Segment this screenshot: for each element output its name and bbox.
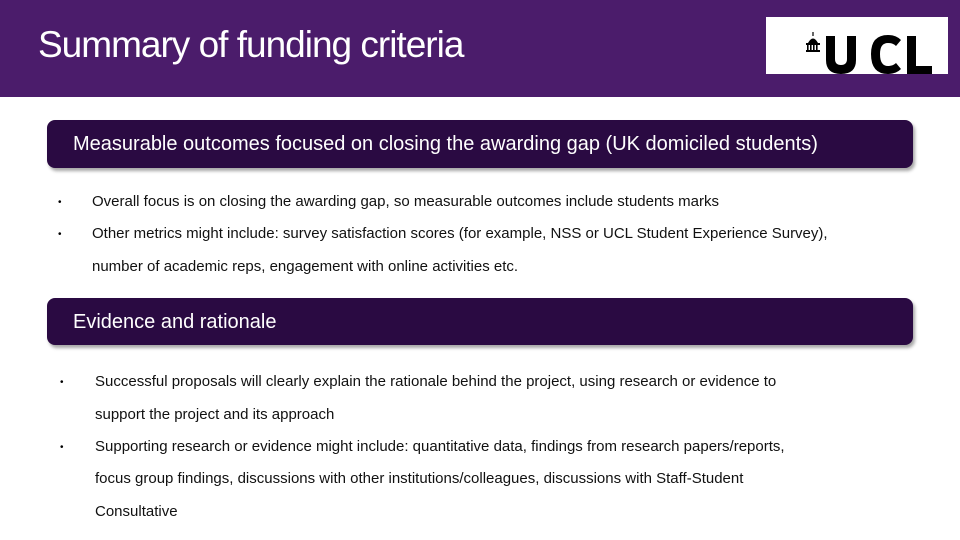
bullet-text-line: Other metrics might include: survey satisfaction scores (for example, NSS or UCL Student Experience Survey), [92,225,828,242]
header-banner [0,0,960,97]
bullet-text-line: Supporting research or evidence might include: quantitative data, findings from research papers/reports, [95,438,785,455]
bullet-text-line: focus group findings, discussions with other institutions/colleagues, discussions with Staff-Student [95,470,744,487]
page-title: Summary of funding criteria [38,24,464,65]
bullet-marker: • [58,229,62,240]
bullet-text-line: number of academic reps, engagement with online activities etc. [92,258,519,275]
bullet-text-line: Consultative [95,503,178,520]
bullet-text-line: support the project and its approach [95,406,335,423]
section-heading-evidence [47,298,913,345]
section-heading-label: Evidence and rationale [73,311,277,333]
bullet-text-line: Overall focus is on closing the awarding gap, so measurable outcomes include students marks [92,193,719,210]
portico-icon [806,32,820,52]
bullet-marker: • [60,377,64,388]
ucl-logo [766,17,948,74]
bullet-marker: • [58,197,62,208]
section-heading-measurable-outcomes [47,120,913,168]
ucl-logo-graphic [766,17,948,74]
bullet-marker: • [60,442,64,453]
bullet-text-line: Successful proposals will clearly explain the rationale behind the project, using research or evidence to [95,373,777,390]
section-heading-label: Measurable outcomes focused on closing the awarding gap (UK domiciled students) [73,133,818,155]
